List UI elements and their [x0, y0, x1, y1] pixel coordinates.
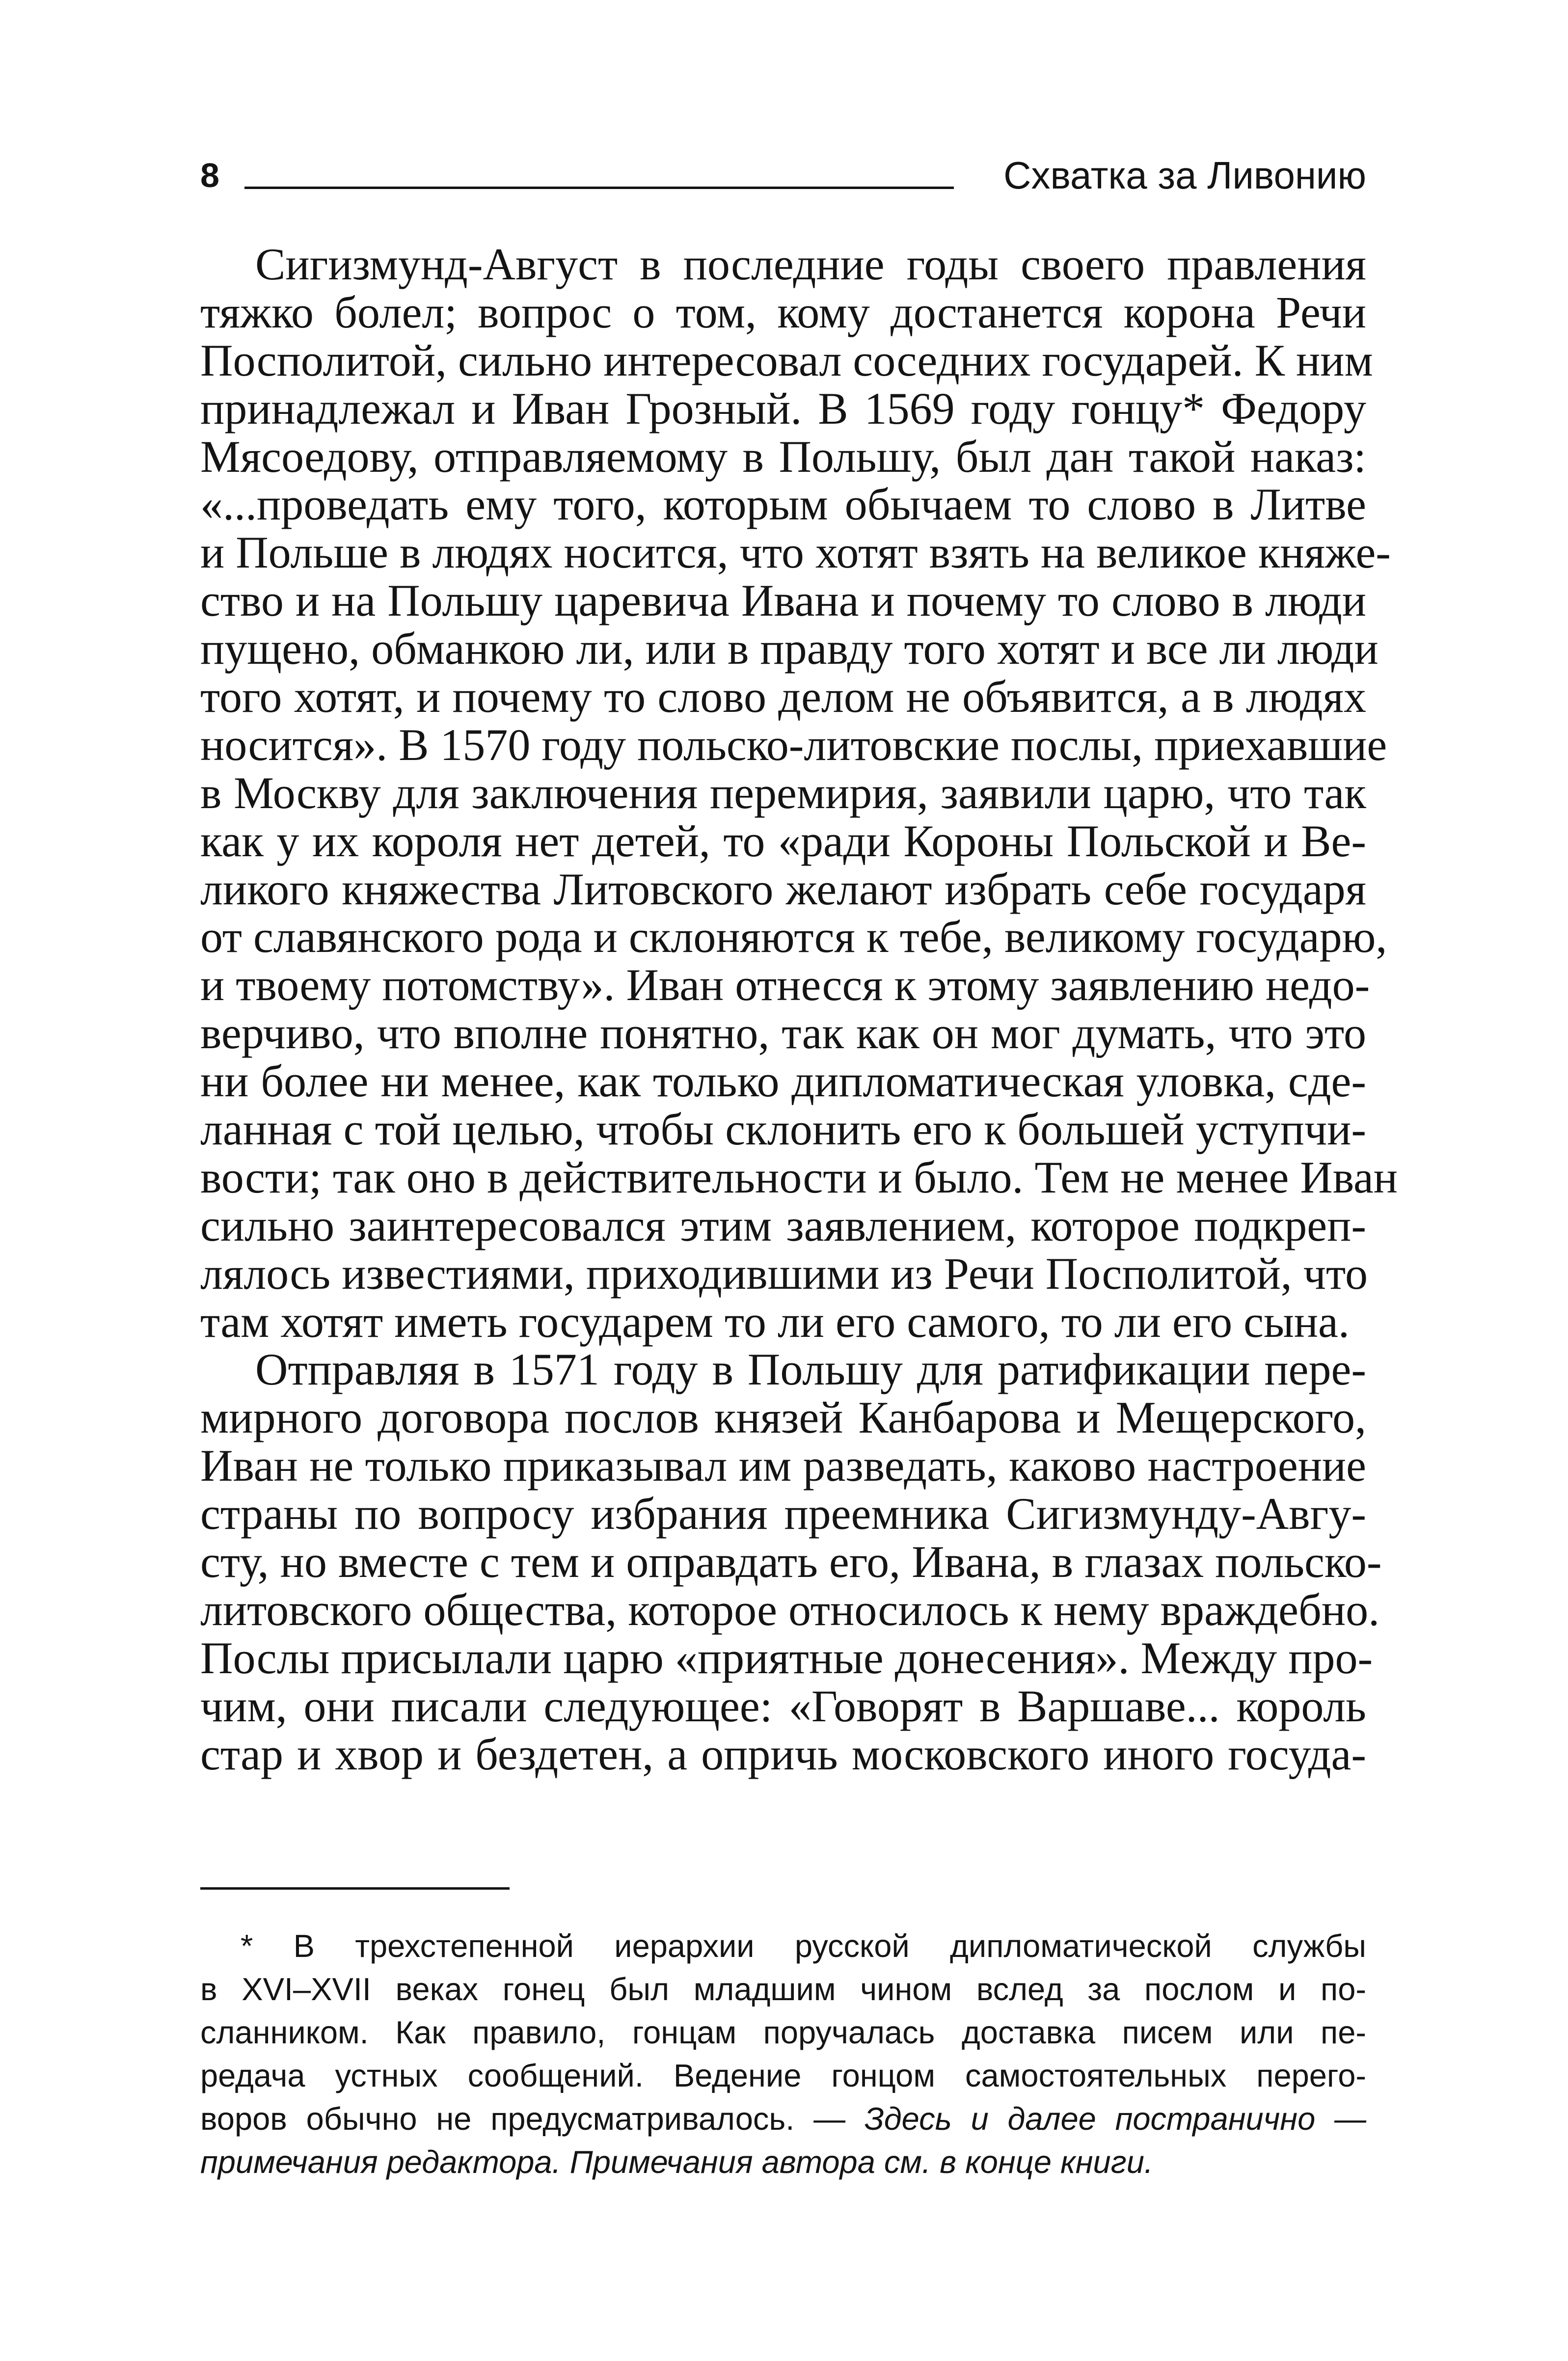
text-line: литовского общества, которое относилось к нему враждебно. — [200, 1584, 1380, 1635]
page-number: 8 — [200, 156, 219, 194]
text-line: и твоему потомству». Иван отнесся к этому заявлению недо- — [200, 960, 1370, 1010]
text-line: пущено, обманкою ли, или в правду того хотят и все ли люди — [200, 624, 1379, 674]
text-line: ланная с той целью, чтобы склонить его к большей уступчи- — [200, 1104, 1366, 1155]
header-rule — [244, 187, 954, 189]
text-line: «...проведать ему того, которым обычаем то слово в Литве — [200, 479, 1366, 530]
text-line: ство и на Польшу царевича Ивана и почему то слово в люди — [200, 575, 1366, 626]
text-line: от славянского рода и склоняются к тебе, великому государю, — [200, 912, 1387, 962]
footnote-separator — [200, 1887, 510, 1890]
text-line: Сигизмунд-Август в последние годы своего правления — [255, 239, 1366, 289]
text-line: Посполитой, сильно интересовал соседних государей. К ним — [200, 335, 1373, 385]
text-line: верчиво, что вполне понятно, так как он мог думать, что это — [200, 1008, 1366, 1058]
footnote-line: в XVI–XVII веках гонец был младшим чином вслед за послом и по- — [200, 1971, 1366, 2007]
text-line: чим, они писали следующее: «Говорят в Варшаве... король — [200, 1681, 1366, 1731]
running-title: Схватка за Ливонию — [1003, 154, 1366, 197]
footnote-line: воров обычно не предусматривалось. — — [200, 2101, 865, 2137]
text-line: как у их короля нет детей, то «ради Короны Польской и Ве- — [200, 815, 1366, 866]
text-line: мирного договора послов князей Канбарова и Мещерского, — [200, 1392, 1366, 1443]
running-head — [200, 147, 1366, 206]
footnote-line-mixed — [200, 2097, 1366, 2141]
text-line: Отправляя в 1571 году в Польшу для ратификации пере- — [255, 1344, 1366, 1395]
text-line: тяжко болел; вопрос о том, кому достанется корона Речи — [200, 287, 1366, 337]
footnote-line-italic: примечания редактора. Примечания автора см. в конце книги. — [200, 2144, 1153, 2180]
text-line: Послы присылали царю «приятные донесения». Между про- — [200, 1632, 1373, 1683]
text-line: того хотят, и почему то слово делом не объявится, а в людях — [200, 672, 1366, 722]
text-line: там хотят иметь государем то ли его самого, то ли его сына. — [200, 1296, 1350, 1347]
text-line: ни более ни менее, как только дипломатическая уловка, сде- — [200, 1056, 1366, 1107]
text-line: и Польше в людях носится, что хотят взять на великое княже- — [200, 527, 1391, 578]
footnote-line: * В трехстепенной иерархии русской дипломатической службы — [241, 1928, 1366, 1964]
main-text — [200, 239, 1398, 1779]
text-line: стар и хвор и бездетен, а опричь московского иного госуда- — [200, 1729, 1366, 1779]
text-line: страны по вопросу избрания преемника Сигизмунду-Авгу- — [200, 1489, 1366, 1539]
text-line: Иван не только приказывал им разведать, каково настроение — [200, 1440, 1366, 1491]
footnote-line: редача устных сообщений. Ведение гонцом самостоятельных перего- — [200, 2058, 1366, 2093]
text-line: сту, но вместе с тем и оправдать его, Ивана, в глазах польско- — [200, 1537, 1382, 1587]
editor-note-italic: Здесь и далее постранично — — [864, 2101, 1367, 2137]
footnote — [200, 1925, 1366, 2184]
text-line: Мясоедову, отправляемому в Польшу, был дан такой наказ: — [200, 431, 1366, 482]
text-line: принадлежал и Иван Грозный. В 1569 году гонцу* Федору — [200, 383, 1366, 434]
text-line: ликого княжества Литовского желают избрать себе государя — [200, 864, 1366, 914]
text-line: вости; так оно в действительности и было. Тем не менее Иван — [200, 1152, 1398, 1202]
text-line: лялось известиями, приходившими из Речи Посполитой, что — [200, 1248, 1368, 1299]
text-line: носится». В 1570 году польско-литовские послы, приехавшие — [200, 719, 1387, 770]
text-line: сильно заинтересовался этим заявлением, которое подкреп- — [200, 1200, 1366, 1250]
footnote-line: сланником. Как правило, гонцам поручалась доставка писем или пе- — [200, 2014, 1366, 2050]
text-line: в Москву для заключения перемирия, заявили царю, что так — [200, 767, 1366, 818]
